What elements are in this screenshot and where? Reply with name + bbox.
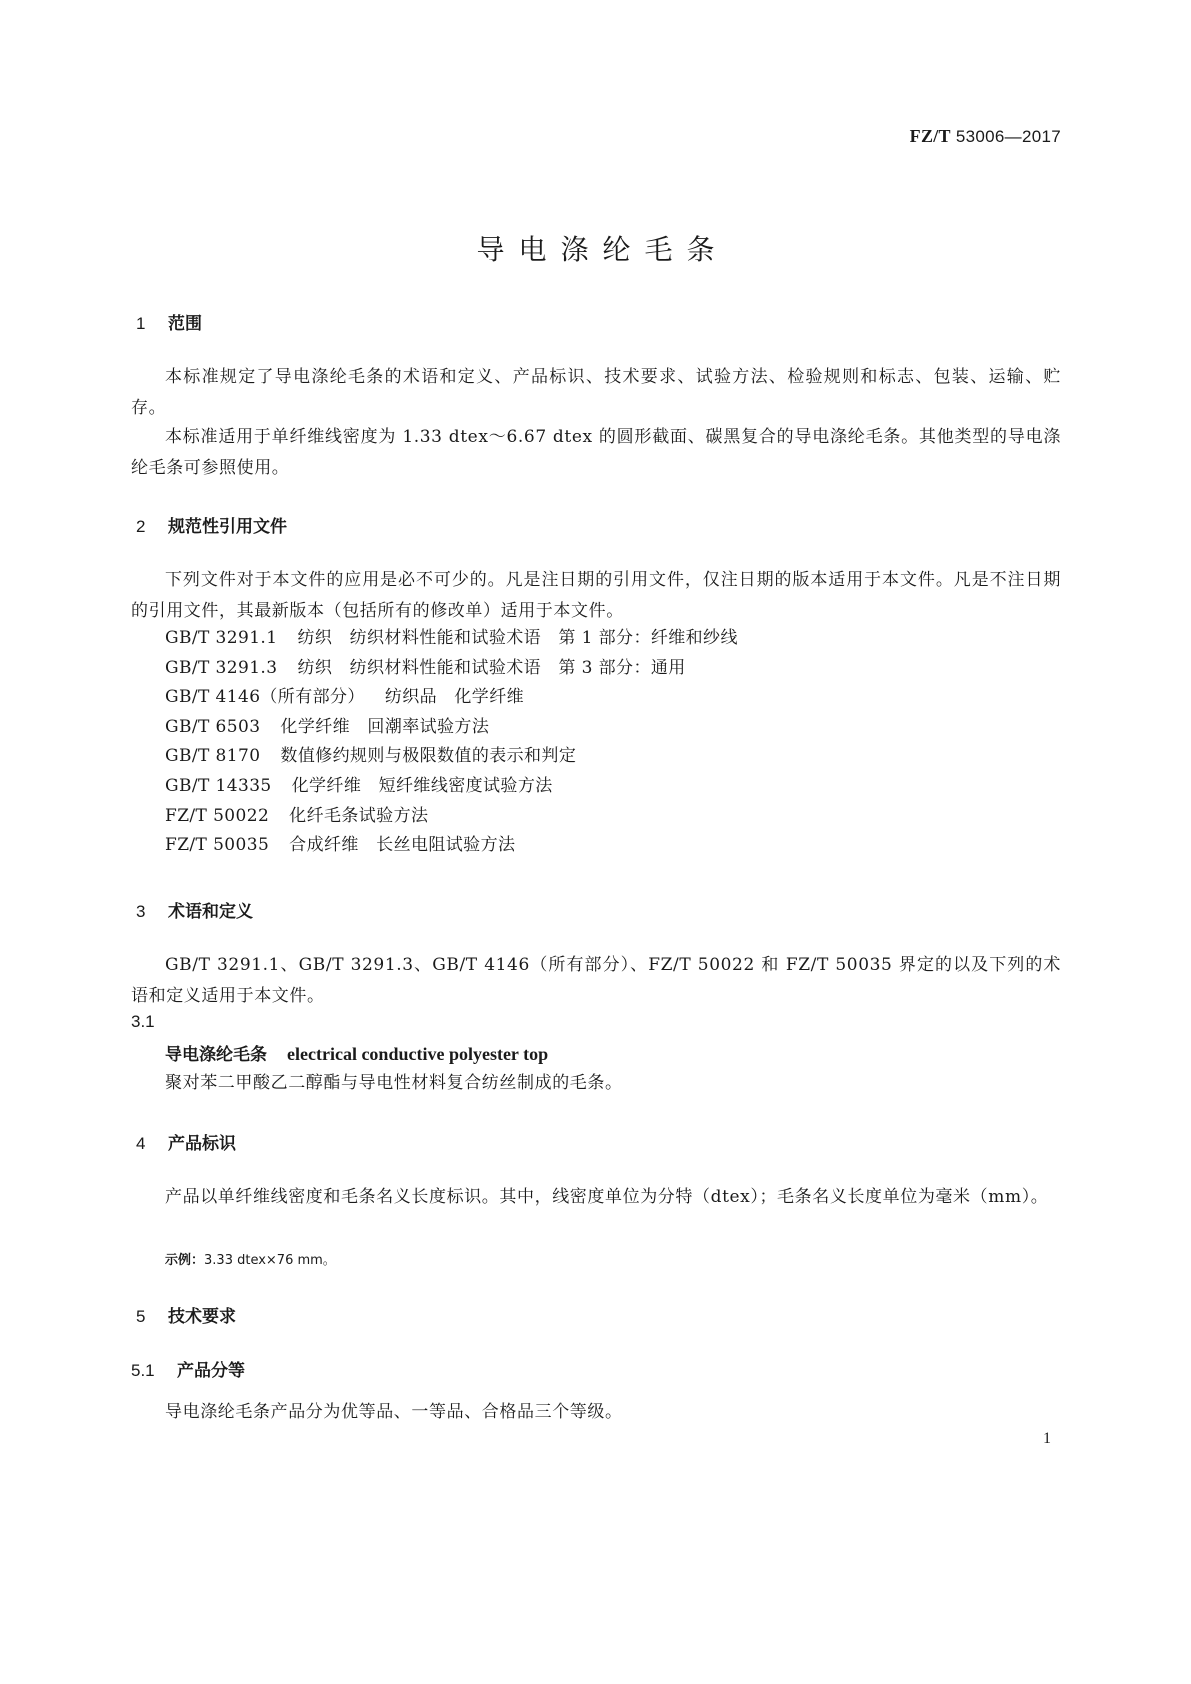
section-title: 规范性引用文件 [168,517,287,537]
normative-reference-list [165,624,738,861]
clause-number: 3.1 [131,1012,155,1031]
example-text: 3.33 dtex×76 mm。 [204,1253,336,1268]
section-title: 术语和定义 [168,902,253,922]
section-1-paragraph-1: 本标准规定了导电涤纶毛条的术语和定义、产品标识、技术要求、试验方法、检验规则和标志、包装、运输、贮存。 [131,367,1061,418]
document-title: 导电涤纶毛条 [476,233,729,266]
section-4-heading [136,1129,236,1154]
reference-title: 纺织品 化学纤维 [384,687,525,708]
reference-code: GB/T 3291.3 [165,657,278,678]
list-item [165,831,738,861]
section-2-heading [136,512,287,537]
list-item [165,772,738,802]
reference-code: FZ/T 50022 [165,805,270,826]
section-5-1-heading [131,1356,245,1381]
reference-title: 纺织 纺织材料性能和试验术语 第 3 部分：通用 [297,657,686,678]
section-number: 2 [136,517,146,536]
page-number: 1 [1043,1430,1051,1447]
reference-code: FZ/T 50035 [165,835,270,856]
list-item [165,654,738,684]
section-title: 产品标识 [168,1134,236,1154]
reference-code: GB/T 4146（所有部分） [165,687,365,708]
list-item [165,683,738,713]
section-5-heading [136,1302,236,1327]
subsection-number: 5.1 [131,1361,155,1380]
reference-title: 纺织 纺织材料性能和试验术语 第 1 部分：纤维和纱线 [297,628,738,648]
reference-title: 化学纤维 短纤维线密度试验方法 [291,775,553,796]
reference-title: 数值修约规则与极限数值的表示和判定 [280,746,577,767]
list-item [165,624,738,654]
section-number: 3 [136,902,146,921]
standard-prefix: FZ/T [909,126,951,146]
section-1-heading [136,309,202,334]
reference-code: GB/T 6503 [165,716,261,737]
section-title: 技术要求 [168,1307,236,1327]
term-english: electrical conductive polyester top [287,1044,549,1064]
section-number: 4 [136,1134,146,1153]
term-chinese: 导电涤纶毛条 [165,1045,267,1065]
section-3-heading [136,897,253,922]
standard-number [910,126,1061,147]
list-item [165,742,738,772]
section-1-paragraph-2: 本标准适用于单纤维线密度为 1.33 dtex～6.67 dtex 的圆形截面、碳黑复合的导电涤纶毛条。其他类型的导电涤纶毛条可参照使用。 [131,427,1061,478]
section-title: 范围 [168,314,202,334]
section-number: 1 [136,314,146,333]
section-2-paragraph-1: 下列文件对于本文件的应用是必不可少的。凡是注日期的引用文件，仅注日期的版本适用于本文件。凡是不注日期的引用文件，其最新版本（包括所有的修改单）适用于本文件。 [131,570,1061,621]
section-4-paragraph-1: 产品以单纤维线密度和毛条名义长度标识。其中，线密度单位为分特（dtex）；毛条名义长度单位为毫米（mm）。 [165,1187,1049,1207]
list-item [165,713,738,743]
subsection-title: 产品分等 [177,1361,245,1381]
term-definition: 聚对苯二甲酸乙二醇酯与导电性材料复合纺丝制成的毛条。 [165,1073,623,1093]
example-label: 示例： [165,1253,205,1268]
example-note [165,1249,336,1268]
term-entry [165,1040,548,1065]
section-number: 5 [136,1307,146,1326]
reference-code: GB/T 3291.1 [165,628,278,648]
section-3-paragraph-1: GB/T 3291.1、GB/T 3291.3、GB/T 4146（所有部分）、FZ/T 50022 和 FZ/T 50035 界定的以及下列的术语和定义适用于本文件。 [131,955,1061,1006]
reference-code: GB/T 8170 [165,746,261,767]
list-item [165,802,738,832]
standard-code: 53006—2017 [955,127,1061,146]
reference-title: 化纤毛条试验方法 [289,805,429,826]
reference-title: 合成纤维 长丝电阻试验方法 [289,835,516,856]
reference-title: 化学纤维 回潮率试验方法 [280,716,490,737]
reference-code: GB/T 14335 [165,775,272,796]
section-5-1-paragraph-1: 导电涤纶毛条产品分为优等品、一等品、合格品三个等级。 [165,1402,623,1422]
